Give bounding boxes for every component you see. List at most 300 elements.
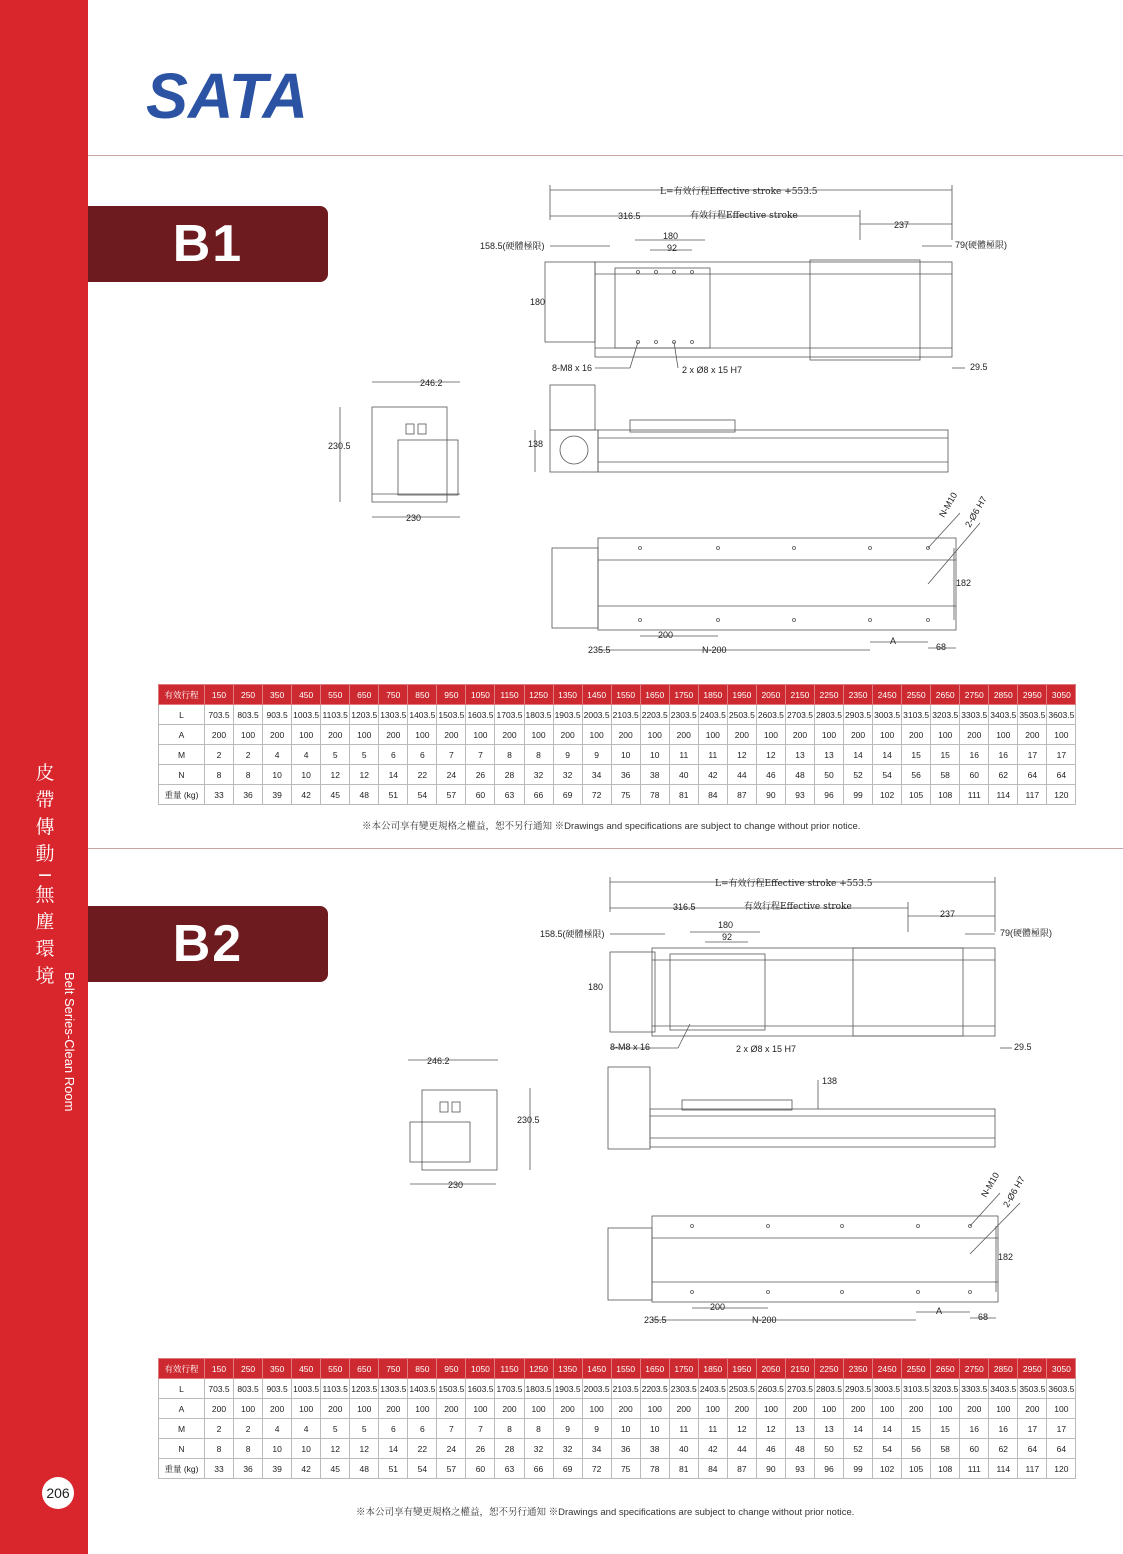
table-row [159,1459,1076,1479]
table-cell: 12 [350,1439,379,1459]
table-cell: 9 [582,745,611,765]
table-cell: 78 [640,1459,669,1479]
table-cell: 33 [205,785,234,805]
table-cell: 2503.5 [727,1379,756,1399]
row-label: L [159,705,205,725]
svg-text:246.2: 246.2 [420,378,443,388]
table-cell: 42 [292,1459,321,1479]
row-label: M [159,1419,205,1439]
table-cell: 200 [902,725,931,745]
table-cell: 42 [292,785,321,805]
table-cell: 200 [960,725,989,745]
table-cell: 200 [553,725,582,745]
table-cell: 10 [611,745,640,765]
table-cell: 10 [611,1419,640,1439]
table-cell: 3503.5 [1018,705,1047,725]
table-cell: 100 [873,725,902,745]
svg-text:138: 138 [822,1076,838,1086]
b1-top-view-drawing [470,180,1040,380]
table-cell: 16 [960,1419,989,1439]
stroke-header: 1450 [582,685,611,705]
svg-text:230.5: 230.5 [328,441,351,451]
table-cell: 1303.5 [379,705,408,725]
table-cell: 40 [669,765,698,785]
table-cell: 50 [814,1439,843,1459]
table-cell: 200 [669,725,698,745]
table-cell: 111 [960,785,989,805]
table-cell: 32 [524,765,553,785]
table-cell: 12 [321,1439,350,1459]
table-cell: 96 [814,785,843,805]
table-cell: 2903.5 [844,705,873,725]
stroke-header: 1750 [669,1359,698,1379]
svg-text:L=有效行程Effective stroke +553.5: L=有效行程Effective stroke +553.5 [715,879,873,889]
stroke-header: 1950 [727,685,756,705]
stroke-header: 1450 [582,1359,611,1379]
table-cell: 108 [931,785,960,805]
table-cell: 2703.5 [785,705,814,725]
svg-text:180: 180 [663,231,679,241]
stroke-header: 1250 [524,685,553,705]
table-cell: 14 [844,745,873,765]
table-cell: 38 [640,1439,669,1459]
table-cell: 42 [698,1439,727,1459]
stroke-header: 150 [205,1359,234,1379]
table-cell: 10 [292,765,321,785]
row-label: 重量 (kg) [159,1459,205,1479]
table-cell: 14 [873,745,902,765]
table-cell: 200 [321,725,350,745]
table-row [159,1439,1076,1459]
table-cell: 16 [989,1419,1018,1439]
table-cell: 44 [727,765,756,785]
table-cell: 3003.5 [873,705,902,725]
table-row [159,1379,1076,1399]
table-cell: 8 [524,1419,553,1439]
table-cell: 24 [437,765,466,785]
table-cell: 17 [1018,745,1047,765]
table-cell: 14 [873,1419,902,1439]
table-cell: 2003.5 [582,705,611,725]
table-cell: 3303.5 [960,705,989,725]
table-cell: 100 [698,1399,727,1419]
table-cell: 64 [1047,765,1076,785]
table-cell: 3103.5 [902,1379,931,1399]
table-cell: 200 [321,1399,350,1419]
header-divider [88,155,1123,156]
table-cell: 57 [437,785,466,805]
table-cell: 54 [408,785,437,805]
table-cell: 1403.5 [408,1379,437,1399]
table-cell: 12 [350,765,379,785]
table-cell: 38 [640,765,669,785]
row-label: 重量 (kg) [159,785,205,805]
table-cell: 13 [814,745,843,765]
table-cell: 60 [466,785,495,805]
b2-spec-table [158,1358,1076,1479]
table-cell: 81 [669,1459,698,1479]
table-cell: 3603.5 [1047,705,1076,725]
table-cell: 87 [727,785,756,805]
svg-text:SATA: SATA [146,62,308,122]
table-cell: 200 [1018,725,1047,745]
svg-text:2-Ø6 H7: 2-Ø6 H7 [1001,1174,1027,1209]
stroke-header: 450 [292,685,321,705]
svg-text:N-200: N-200 [752,1315,777,1325]
table-cell: 93 [785,1459,814,1479]
b2-side-view-drawing [600,1062,1020,1152]
stroke-header: 1750 [669,685,698,705]
table-cell: 200 [611,1399,640,1419]
table-cell: 14 [844,1419,873,1439]
table-cell: 52 [844,1439,873,1459]
table-cell: 12 [321,765,350,785]
table-cell: 903.5 [263,705,292,725]
row-label: M [159,745,205,765]
table-cell: 803.5 [234,1379,263,1399]
table-cell: 13 [785,1419,814,1439]
stroke-header: 2750 [960,1359,989,1379]
stroke-header: 1550 [611,1359,640,1379]
table-cell: 1703.5 [495,1379,524,1399]
b1-spec-table [158,684,1076,805]
table-cell: 803.5 [234,705,263,725]
svg-text:8-M8 x 16: 8-M8 x 16 [610,1042,651,1052]
table-cell: 117 [1018,785,1047,805]
table-cell: 72 [582,1459,611,1479]
table-cell: 36 [611,1439,640,1459]
table-cell: 99 [844,1459,873,1479]
stroke-header: 2850 [989,685,1018,705]
row-label: A [159,725,205,745]
table-cell: 100 [408,1399,437,1419]
table-cell: 12 [727,1419,756,1439]
row-label: A [159,1399,205,1419]
table-cell: 28 [495,765,524,785]
table-cell: 15 [902,1419,931,1439]
table-cell: 7 [437,745,466,765]
table-row [159,1399,1076,1419]
table-cell: 45 [321,785,350,805]
table-cell: 1203.5 [350,705,379,725]
table-cell: 58 [931,1439,960,1459]
table-cell: 81 [669,785,698,805]
table-cell: 1603.5 [466,705,495,725]
stroke-header: 1650 [640,1359,669,1379]
table-cell: 100 [292,725,321,745]
table-cell: 32 [553,1439,582,1459]
table-cell: 102 [873,785,902,805]
b1-side-view-drawing [520,380,970,480]
stroke-header: 2250 [814,1359,843,1379]
table-cell: 100 [582,1399,611,1419]
stroke-header: 150 [205,685,234,705]
table-cell: 100 [756,1399,785,1419]
table-cell: 1003.5 [292,705,321,725]
table-cell: 100 [582,725,611,745]
table-cell: 1703.5 [495,705,524,725]
table-cell: 6 [379,1419,408,1439]
table-cell: 4 [292,745,321,765]
table-cell: 2703.5 [785,1379,814,1399]
table-cell: 200 [495,725,524,745]
table-cell: 5 [350,745,379,765]
stroke-header: 1850 [698,685,727,705]
stroke-header: 550 [321,1359,350,1379]
table-cell: 28 [495,1439,524,1459]
table-cell: 111 [960,1459,989,1479]
table-cell: 100 [640,725,669,745]
stroke-header: 2450 [873,685,902,705]
table-cell: 96 [814,1459,843,1479]
table-cell: 2203.5 [640,1379,669,1399]
table-cell: 200 [727,1399,756,1419]
table-cell: 22 [408,765,437,785]
table-cell: 72 [582,785,611,805]
table-cell: 100 [698,725,727,745]
table-cell: 1103.5 [321,1379,350,1399]
stroke-header: 3050 [1047,1359,1076,1379]
table-cell: 64 [1047,1439,1076,1459]
svg-text:2-Ø6 H7: 2-Ø6 H7 [963,494,989,529]
table-cell: 8 [495,745,524,765]
table-cell: 200 [844,1399,873,1419]
table-cell: 2603.5 [756,705,785,725]
table-cell: 114 [989,1459,1018,1479]
table-row [159,1419,1076,1439]
table-cell: 2403.5 [698,705,727,725]
table-cell: 69 [553,1459,582,1479]
table-cell: 102 [873,1459,902,1479]
table-cell: 17 [1047,1419,1076,1439]
table-cell: 2203.5 [640,705,669,725]
svg-text:246.2: 246.2 [427,1056,450,1066]
table-cell: 200 [379,725,408,745]
stroke-header: 1350 [553,1359,582,1379]
svg-text:有效行程Effective stroke: 有效行程Effective stroke [744,902,852,912]
table-cell: 1503.5 [437,1379,466,1399]
svg-text:180: 180 [588,982,604,992]
table-cell: 12 [756,745,785,765]
stroke-header: 350 [263,1359,292,1379]
table-cell: 200 [844,725,873,745]
table-row [159,725,1076,745]
page-number: 206 [42,1477,74,1509]
svg-text:92: 92 [722,932,733,942]
table-cell: 48 [350,785,379,805]
svg-text:N-M10: N-M10 [979,1170,1002,1199]
table-cell: 200 [205,725,234,745]
table-cell: 2303.5 [669,705,698,725]
sata-logo [146,62,311,122]
stroke-header: 2450 [873,1359,902,1379]
table-cell: 2 [234,745,263,765]
table-cell: 200 [553,1399,582,1419]
table-cell: 7 [437,1419,466,1439]
stroke-header: 1950 [727,1359,756,1379]
table-cell: 100 [814,1399,843,1419]
svg-text:8-M8 x 16: 8-M8 x 16 [552,363,593,373]
stroke-header: 2550 [902,685,931,705]
table-cell: 200 [263,1399,292,1419]
table-cell: 32 [553,765,582,785]
stroke-header: 2050 [756,685,785,705]
table-cell: 10 [292,1439,321,1459]
svg-text:180: 180 [530,297,546,307]
svg-text:200: 200 [710,1302,726,1312]
table-cell: 2 [205,1419,234,1439]
table-cell: 100 [350,1399,379,1419]
table-cell: 2803.5 [814,1379,843,1399]
table-cell: 15 [931,745,960,765]
b1-end-view-drawing [320,372,480,527]
table-header-label: 有效行程 [159,685,205,705]
table-cell: 4 [263,1419,292,1439]
table-cell: 34 [582,1439,611,1459]
table-cell: 54 [408,1459,437,1479]
table-cell: 1903.5 [553,1379,582,1399]
table-cell: 62 [989,765,1018,785]
table-cell: 14 [379,765,408,785]
table-cell: 200 [669,1399,698,1419]
table-cell: 200 [495,1399,524,1419]
svg-text:237: 237 [940,909,956,919]
svg-text:79(硬體極限): 79(硬體極限) [1000,928,1053,938]
table-cell: 64 [1018,765,1047,785]
svg-text:29.5: 29.5 [1014,1042,1032,1052]
table-cell: 9 [553,745,582,765]
table-cell: 100 [756,725,785,745]
svg-text:68: 68 [936,642,947,652]
svg-text:182: 182 [956,578,972,588]
table-cell: 26 [466,1439,495,1459]
table-cell: 46 [756,765,785,785]
table-cell: 10 [263,1439,292,1459]
table-cell: 69 [553,785,582,805]
table-cell: 2903.5 [844,1379,873,1399]
table-cell: 200 [437,1399,466,1419]
table-cell: 87 [727,1459,756,1479]
table-cell: 100 [640,1399,669,1419]
table-cell: 39 [263,785,292,805]
svg-text:316.5: 316.5 [673,902,696,912]
svg-text:A: A [936,1306,943,1316]
table-cell: 6 [379,745,408,765]
table-cell: 703.5 [205,1379,234,1399]
table-cell: 51 [379,785,408,805]
table-cell: 100 [814,725,843,745]
table-cell: 1103.5 [321,705,350,725]
stroke-header: 2150 [785,1359,814,1379]
stroke-header: 1150 [495,1359,524,1379]
table-cell: 200 [1018,1399,1047,1419]
table-cell: 1803.5 [524,1379,553,1399]
stroke-header: 550 [321,685,350,705]
table-cell: 3003.5 [873,1379,902,1399]
stroke-header: 1250 [524,1359,553,1379]
section-tab-b1: B1 [88,206,328,282]
table-cell: 63 [495,1459,524,1479]
table-cell: 108 [931,1459,960,1479]
row-label: N [159,765,205,785]
table-cell: 13 [785,745,814,765]
svg-text:235.5: 235.5 [588,645,611,655]
sidebar [0,0,88,1554]
stroke-header: 2850 [989,1359,1018,1379]
table-cell: 5 [321,745,350,765]
table-cell: 200 [785,1399,814,1419]
section-divider [88,848,1123,849]
table-cell: 1503.5 [437,705,466,725]
table-cell: 200 [611,725,640,745]
table-cell: 2803.5 [814,705,843,725]
table-cell: 1403.5 [408,705,437,725]
table-row [159,745,1076,765]
table-cell: 51 [379,1459,408,1479]
table-cell: 200 [727,725,756,745]
table-cell: 105 [902,1459,931,1479]
table-cell: 12 [756,1419,785,1439]
section-tab-b2: B2 [88,906,328,982]
table-cell: 75 [611,1459,640,1479]
table-cell: 200 [437,725,466,745]
stroke-header: 1650 [640,685,669,705]
table-cell: 100 [931,1399,960,1419]
table-cell: 2 [234,1419,263,1439]
table-cell: 60 [960,765,989,785]
table-cell: 8 [495,1419,524,1439]
svg-text:230.5: 230.5 [517,1115,540,1125]
table-cell: 36 [234,785,263,805]
svg-text:N-M10: N-M10 [937,490,960,519]
table-cell: 22 [408,1439,437,1459]
table-cell: 903.5 [263,1379,292,1399]
table-cell: 56 [902,765,931,785]
table-cell: 100 [350,725,379,745]
stroke-header: 250 [234,685,263,705]
table-cell: 75 [611,785,640,805]
table-cell: 36 [234,1459,263,1479]
table-cell: 50 [814,765,843,785]
table-cell: 1603.5 [466,1379,495,1399]
table-cell: 100 [873,1399,902,1419]
table-cell: 4 [263,745,292,765]
table-cell: 16 [989,745,1018,765]
sidebar-title-zh: 皮 帶 傳 動 − 無 塵 環 境 [35,762,55,987]
table-cell: 78 [640,785,669,805]
table-cell: 200 [902,1399,931,1419]
stroke-header: 750 [379,1359,408,1379]
table-cell: 60 [960,1439,989,1459]
stroke-header: 2350 [844,1359,873,1379]
table-cell: 48 [785,765,814,785]
svg-text:2 x Ø8 x 15 H7: 2 x Ø8 x 15 H7 [682,365,743,375]
table-cell: 3303.5 [960,1379,989,1399]
table-cell: 200 [785,725,814,745]
table-cell: 3403.5 [989,1379,1018,1399]
table-cell: 10 [640,1419,669,1439]
table-cell: 2003.5 [582,1379,611,1399]
svg-text:A: A [890,636,897,646]
table-cell: 9 [582,1419,611,1439]
table-cell: 44 [727,1439,756,1459]
table-cell: 11 [698,1419,727,1439]
table-cell: 66 [524,785,553,805]
table-cell: 100 [234,725,263,745]
table-cell: 9 [553,1419,582,1439]
stroke-header: 250 [234,1359,263,1379]
table-cell: 3403.5 [989,705,1018,725]
